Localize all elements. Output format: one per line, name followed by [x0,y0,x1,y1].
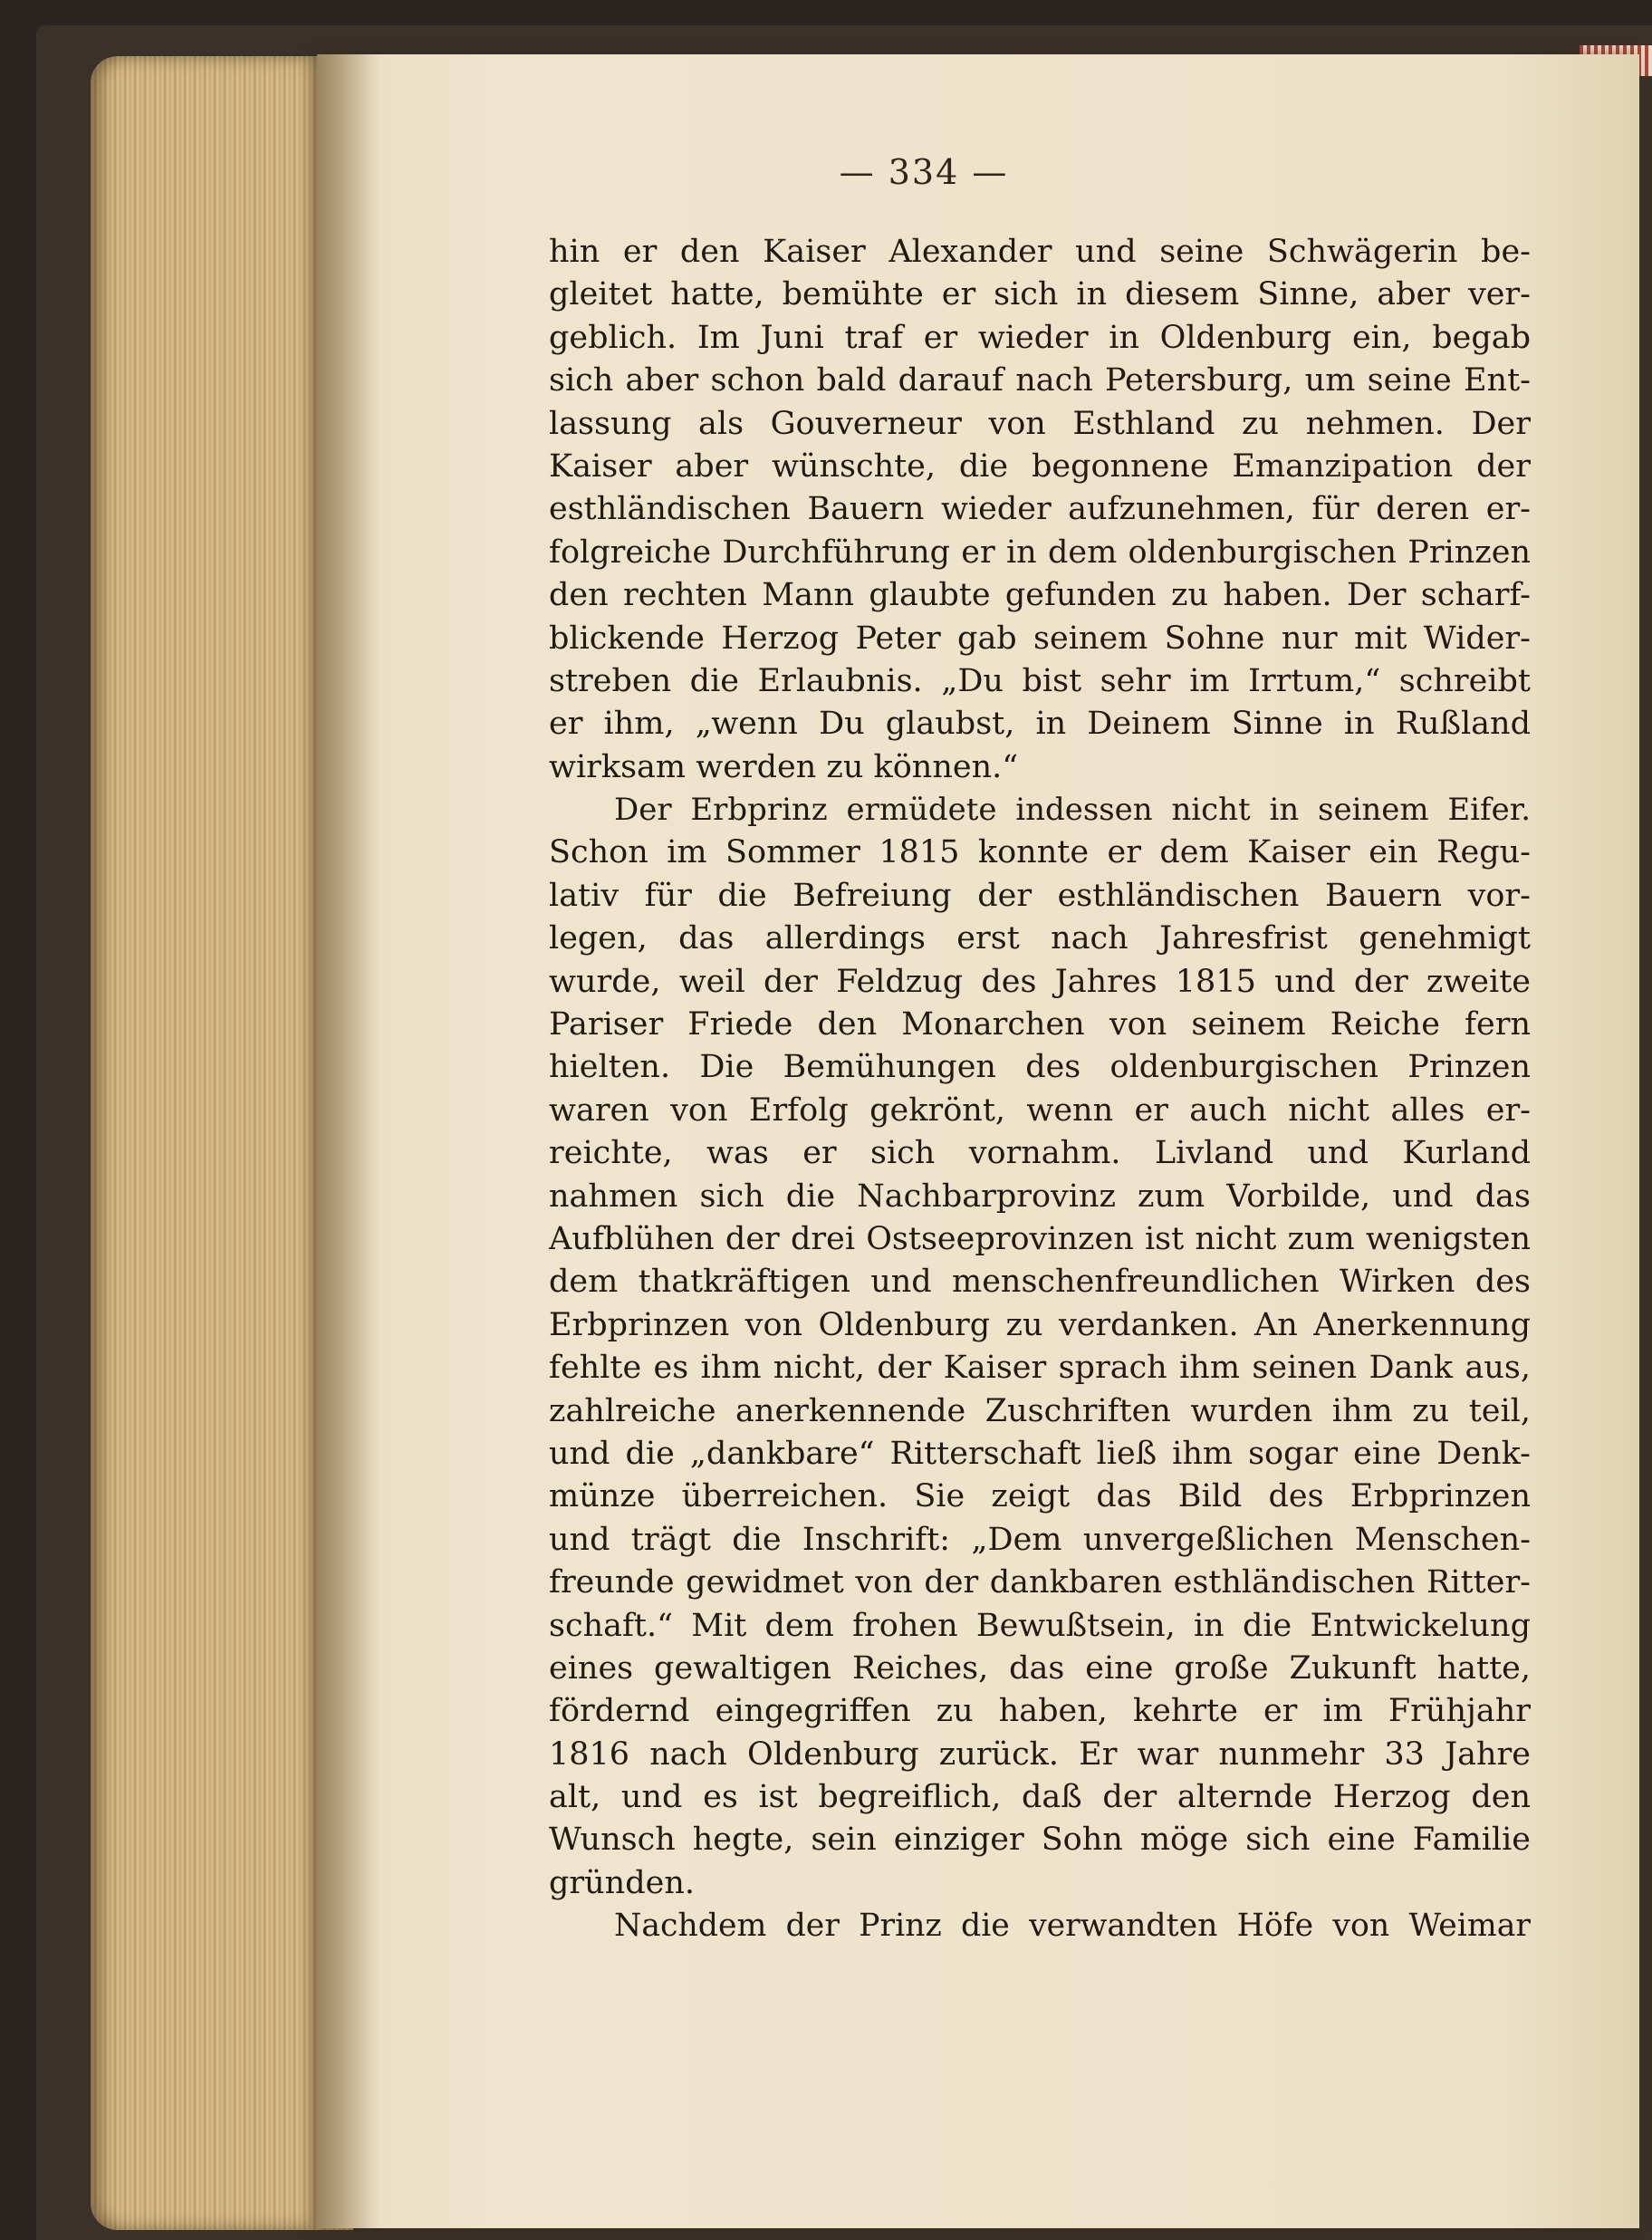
body-text [549,231,1531,1948]
text-line: Aufblühen der drei Ostseeprovinzen ist nicht zum wenigsten [549,1220,1531,1257]
text-line: reichte, was er sich vornahm. Livland und Kurland [549,1135,1531,1172]
text-line: nahmen sich die Nachbarprovinz zum Vorbilde, und das [549,1178,1531,1215]
text-line: freunde gewidmet von der dankbaren esthländischen Ritter- [549,1564,1531,1601]
text-line: Der Erbprinz ermüdete indessen nicht in seinem Eifer. [614,792,1531,829]
text-line: 1816 nach Oldenburg zurück. Er war nunmehr 33 Jahre [549,1735,1531,1773]
text-line: fördernd eingegriffen zu haben, kehrte er im Frühjahr [549,1693,1531,1730]
text-line: folgreiche Durchführung er in dem oldenburgischen Prinzen [549,534,1531,571]
text-line: Wunsch hegte, sein einziger Sohn möge sich eine Familie [549,1822,1531,1859]
text-line: hin er den Kaiser Alexander und seine Schwägerin be- [549,234,1531,270]
text-line: blickende Herzog Peter gab seinem Sohne nur mit Wider- [549,620,1531,657]
text-line: waren von Erfolg gekrönt, wenn er auch nicht alles er- [549,1091,1531,1129]
text-line: lativ für die Befreiung der esthländischen Bauern vor- [549,877,1531,914]
text-line: streben die Erlaubnis. „Du bist sehr im Irrtum,“ schreibt [549,662,1531,699]
text-line: geblich. Im Juni traf er wieder in Oldenburg ein, begab [549,319,1531,356]
page-number: — 334 — [839,152,1009,192]
text-line: hielten. Die Bemühungen des oldenburgischen Prinzen [549,1049,1531,1086]
text-line: schaft.“ Mit dem frohen Bewußtsein, in die Entwickelung [549,1607,1531,1644]
text-line: Erbprinzen von Oldenburg zu verdanken. An Anerkennung [549,1306,1531,1343]
text-line: Kaiser aber wünschte, die begonnene Emanzipation der [549,447,1531,485]
gutter-shadow [317,54,380,2228]
text-line: er ihm, „wenn Du glaubst, in Deinem Sinne in Rußland [549,706,1531,743]
text-line: alt, und es ist begreiflich, daß der alternde Herzog den [549,1779,1531,1816]
text-line: lassung als Gouverneur von Esthland zu nehmen. Der [549,405,1531,442]
text-line: Pariser Friede den Monarchen von seinem Reiche fern [549,1006,1531,1043]
text-line: den rechten Mann glaubte gefunden zu haben. Der scharf- [549,577,1531,614]
text-line: dem thatkräftigen und menschenfreundlichen Wirken des [549,1264,1531,1301]
text-line: legen, das allerdings erst nach Jahresfrist genehmigt [549,920,1531,957]
text-line: münze überreichen. Sie zeigt das Bild des Erbprinzen [549,1478,1531,1515]
text-line: wirksam werden zu können.“ [549,748,1019,785]
text-line: wurde, weil der Feldzug des Jahres 1815 und der zweite [549,963,1531,1000]
text-line: gründen. [549,1864,696,1901]
text-line: Nachdem der Prinz die verwandten Höfe von Weimar [614,1908,1531,1945]
text-line: gleitet hatte, bemühte er sich in diesem Sinne, aber ver- [549,276,1531,313]
text-line: und die „dankbare“ Ritterschaft ließ ihm sogar eine Denk- [549,1435,1531,1472]
page-edges [91,56,353,2230]
text-line: Schon im Sommer 1815 konnte er dem Kaiser ein Regu- [549,834,1531,871]
text-line: und trägt die Inschrift: „Dem unvergeßlichen Menschen- [549,1521,1531,1558]
text-line: eines gewaltigen Reiches, das eine große Zukunft hatte, [549,1649,1531,1687]
text-line: fehlte es ihm nicht, der Kaiser sprach ihm seinen Dank aus, [549,1350,1531,1387]
text-line: esthländischen Bauern wieder aufzunehmen, für deren er- [549,491,1531,528]
text-line: sich aber schon bald darauf nach Petersburg, um seine Ent- [549,362,1531,399]
text-line: zahlreiche anerkennende Zuschriften wurden ihm zu teil, [549,1392,1531,1429]
